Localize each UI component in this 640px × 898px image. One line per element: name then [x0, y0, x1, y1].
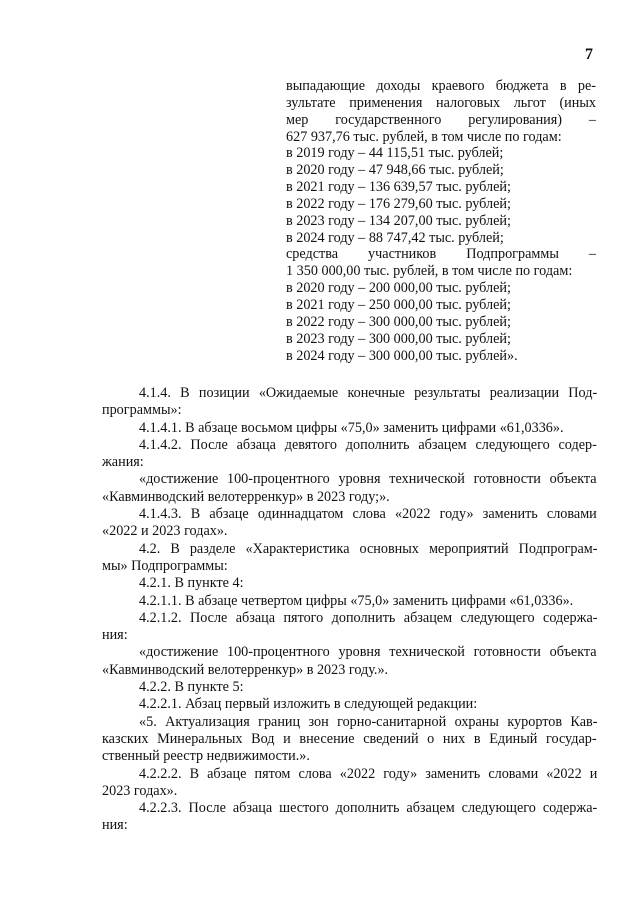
- funding-line: [286, 78, 596, 95]
- body-line: «Кавминводский велотерренкур» в 2023 году.».: [102, 661, 389, 678]
- word: регулирования): [468, 111, 563, 128]
- funding-line: в 2022 году – 300 000,00 тыс. рублей;: [286, 313, 511, 330]
- body-line: казских Минеральных Вод и внесение сведений о них в Единый государ-: [102, 730, 597, 747]
- funding-line: в 2024 году – 300 000,00 тыс. рублей».: [286, 347, 518, 364]
- body-line: 4.2.1.1. В абзаце четвертом цифры «75,0» заменить цифрами «61,0336».: [139, 592, 574, 609]
- word: бюджета: [495, 78, 549, 94]
- word: участников: [368, 246, 437, 263]
- body-line: «достижение 100-процентного уровня технической готовности объекта: [139, 644, 597, 661]
- funding-line: в 2023 году – 300 000,00 тыс. рублей;: [286, 330, 511, 347]
- body-line: программы»:: [102, 402, 182, 419]
- body-line: 4.2.2.1. Абзац первый изложить в следующей редакции:: [139, 696, 478, 713]
- funding-line: [286, 112, 596, 129]
- body-line: 4.2.2.2. В абзаце пятом слова «2022 году» заменить словами «2022 и: [139, 765, 598, 782]
- funding-line: в 2020 году – 200 000,00 тыс. рублей;: [286, 280, 511, 297]
- body-line: 4.2.2. В пункте 5:: [139, 679, 244, 696]
- word: налоговых: [436, 94, 501, 111]
- body-line: «Кавминводский велотерренкур» в 2023 году;».: [102, 488, 390, 505]
- word: –: [588, 111, 596, 128]
- funding-line: в 2021 году – 250 000,00 тыс. рублей;: [286, 296, 511, 313]
- funding-line: 1 350 000,00 тыс. рублей, в том числе по годам:: [286, 263, 573, 280]
- funding-line: в 2019 году – 44 115,51 тыс. рублей;: [286, 145, 504, 162]
- funding-line: в 2020 году – 47 948,66 тыс. рублей;: [286, 162, 504, 179]
- body-line: 4.2.1. В пункте 4:: [139, 575, 244, 592]
- word: в: [559, 78, 567, 94]
- body-line: «достижение 100-процентного уровня технической готовности объекта: [139, 471, 597, 488]
- body-line: ния:: [102, 817, 128, 834]
- word: ре-: [577, 78, 596, 94]
- funding-column: [286, 78, 596, 364]
- funding-line: [286, 246, 596, 263]
- body-line: 4.2.1.2. После абзаца пятого дополнить абзацем следующего содержа-: [139, 609, 598, 626]
- word: мер: [286, 111, 309, 128]
- body-line: 4.1.4.3. В абзаце одиннадцатом слова «2022 году» заменить словами: [139, 506, 597, 523]
- body-line: ственный реестр недвижимости.».: [102, 748, 310, 765]
- document-body: [102, 385, 597, 835]
- funding-line: 627 937,76 тыс. рублей, в том числе по годам:: [286, 128, 562, 145]
- word: (иных: [559, 94, 596, 111]
- body-line: «5. Актуализация границ зон горно-санитарной охраны курортов Кав-: [139, 713, 598, 730]
- body-line: 2023 годах».: [102, 782, 178, 799]
- body-line: ния:: [102, 627, 128, 644]
- funding-line: в 2023 году – 134 207,00 тыс. рублей;: [286, 212, 511, 229]
- body-line: 4.1.4. В позиции «Ожидаемые конечные результаты реализации Под-: [139, 385, 598, 401]
- page-number: 7: [585, 46, 593, 63]
- body-line: 4.2. В разделе «Характеристика основных мероприятий Подпрограм-: [139, 540, 598, 557]
- body-line: 4.1.4.2. После абзаца девятого дополнить абзацем следующего содер-: [139, 436, 597, 453]
- body-line: «2022 и 2023 годах».: [102, 523, 228, 540]
- funding-line: [286, 95, 596, 112]
- word: доходы: [376, 78, 421, 94]
- word: льгот: [513, 94, 546, 111]
- word: зультате: [286, 94, 336, 111]
- word: государственного: [335, 111, 442, 128]
- funding-line: в 2022 году – 176 279,60 тыс. рублей;: [286, 195, 511, 212]
- body-line: мы» Подпрограммы:: [102, 557, 228, 574]
- word: –: [588, 246, 596, 263]
- word: средства: [286, 246, 339, 263]
- word: выпадающие: [286, 78, 366, 94]
- body-line: жания:: [102, 454, 144, 471]
- body-line: 4.2.2.3. После абзаца шестого дополнить абзацем следующего содержа-: [139, 800, 598, 817]
- body-line: 4.1.4.1. В абзаце восьмом цифры «75,0» заменить цифрами «61,0336».: [139, 419, 564, 436]
- funding-line: в 2024 году – 88 747,42 тыс. рублей;: [286, 229, 504, 246]
- word: Подпрограммы: [466, 246, 559, 263]
- funding-line: в 2021 году – 136 639,57 тыс. рублей;: [286, 179, 511, 196]
- word: краевого: [431, 78, 485, 94]
- word: применения: [349, 94, 423, 111]
